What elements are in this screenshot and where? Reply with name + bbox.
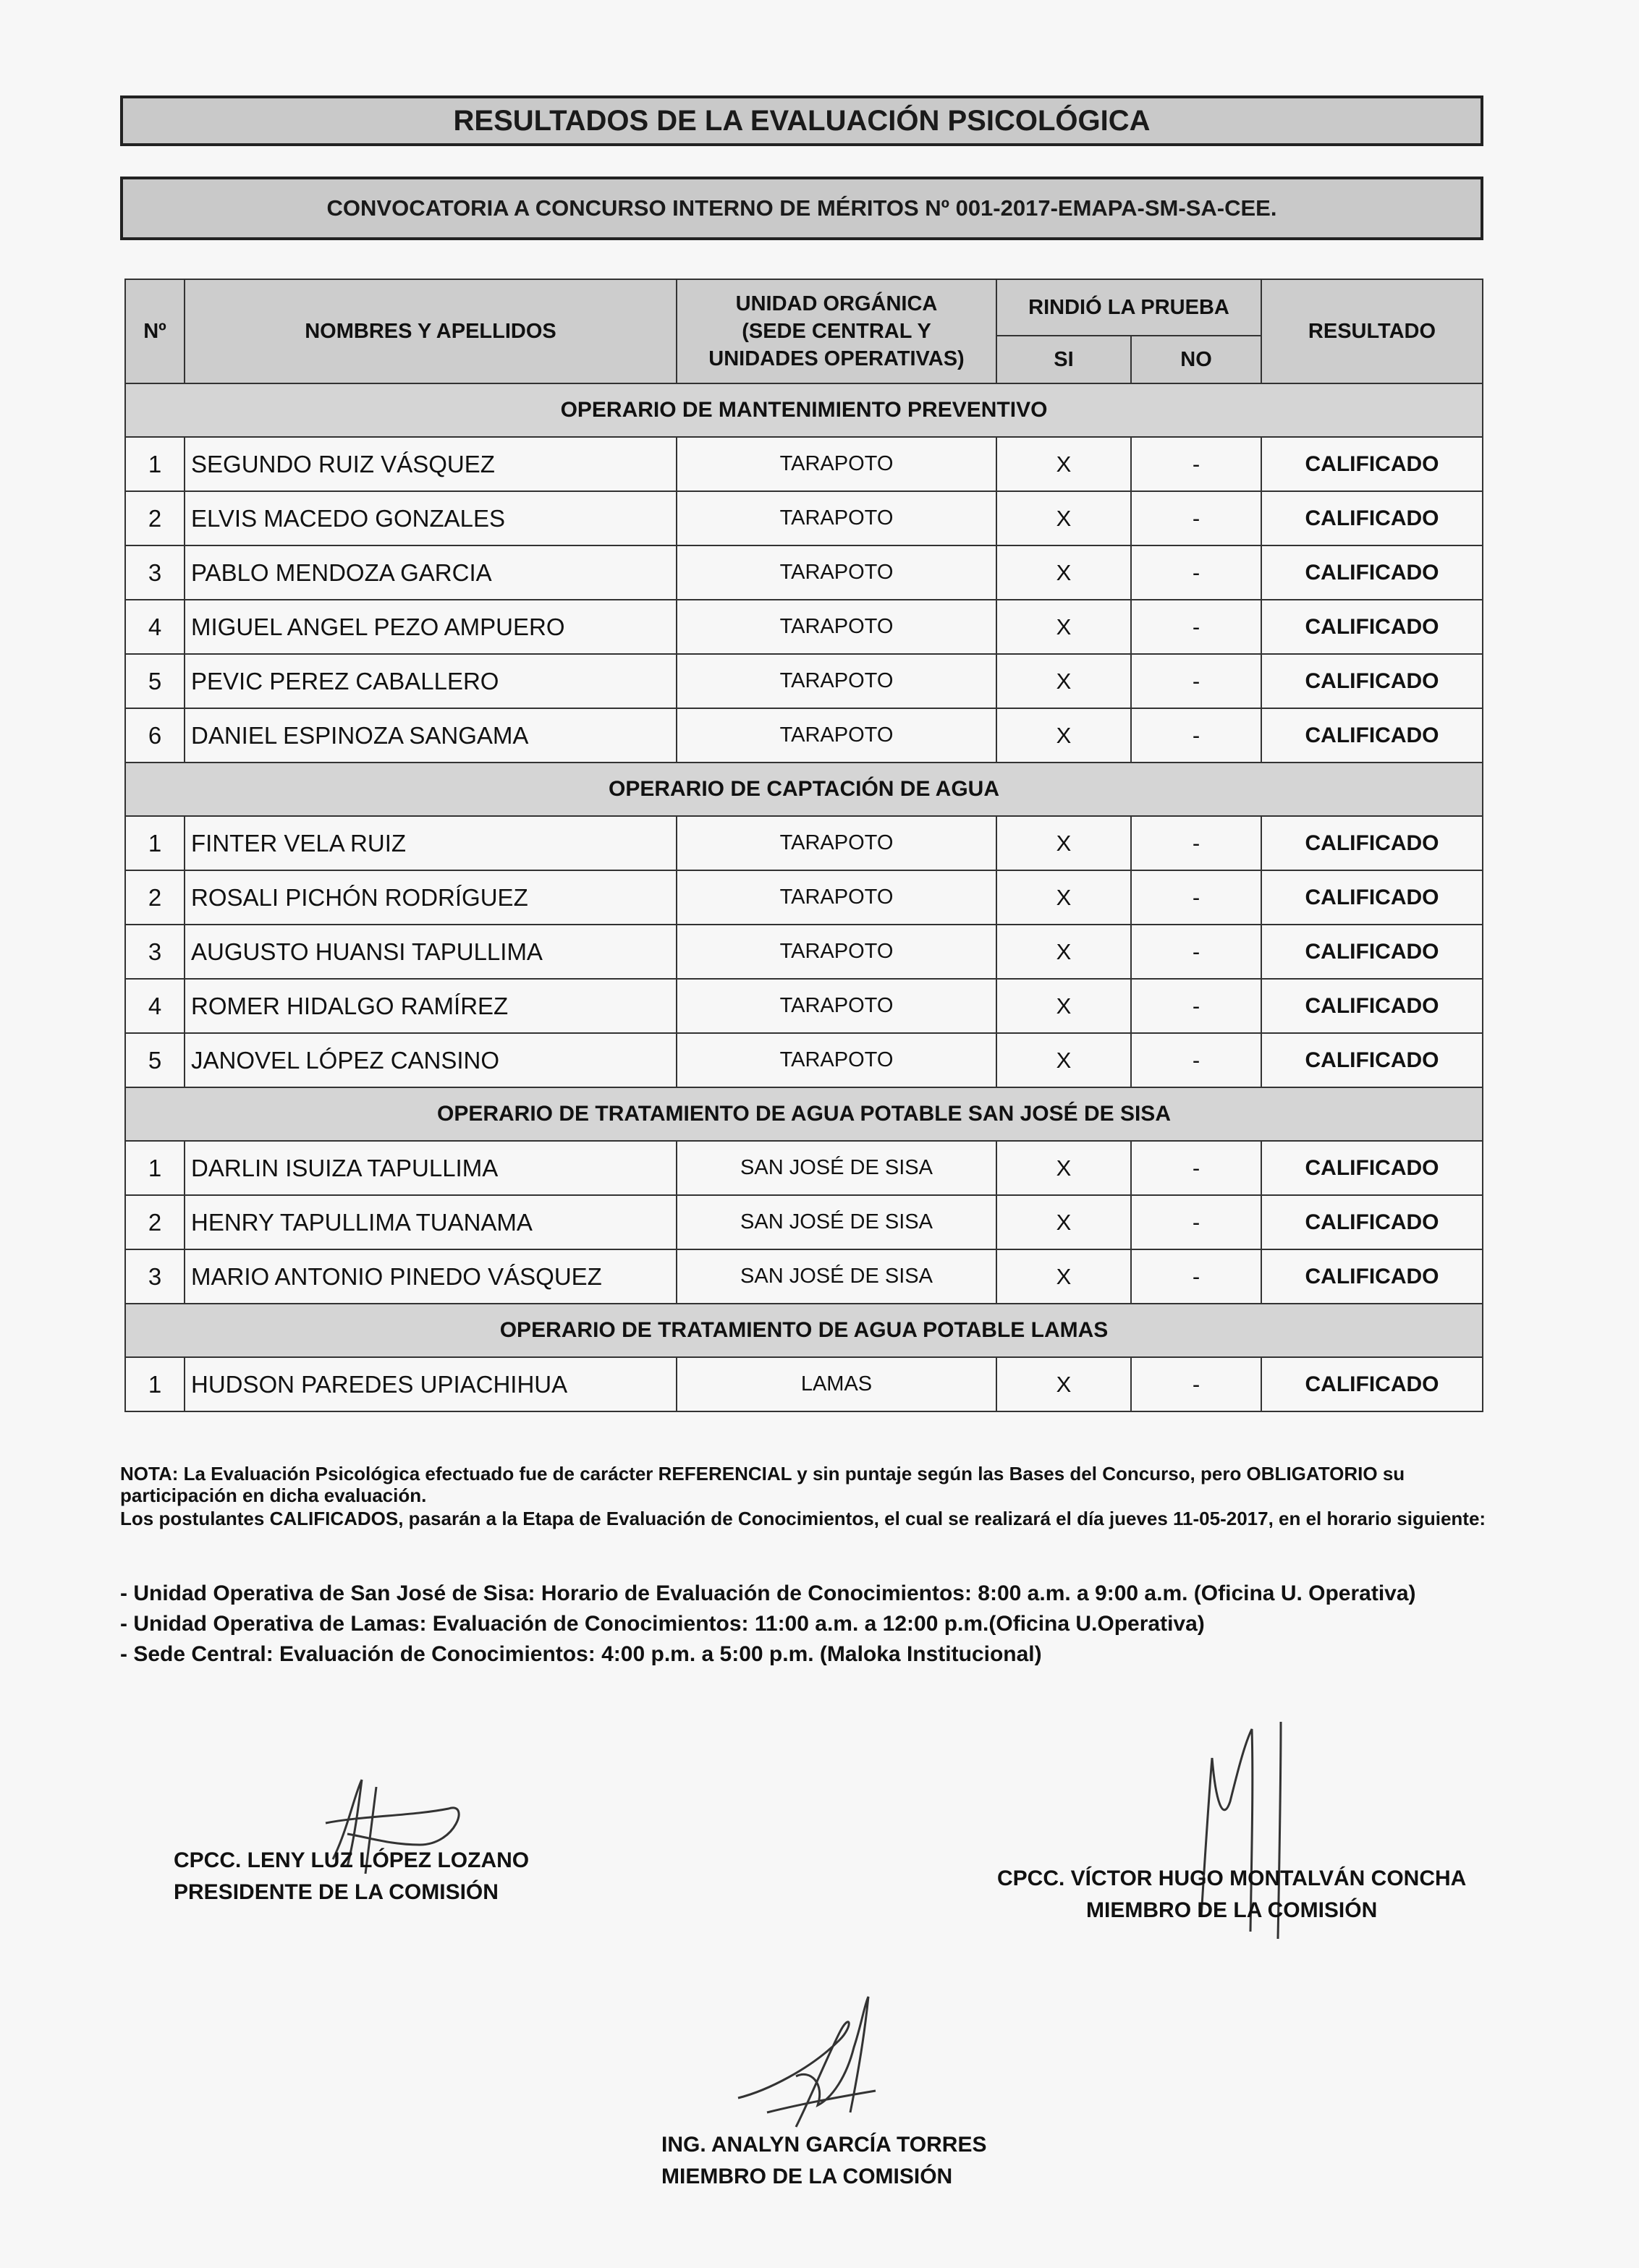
row-number: 1 (125, 1357, 185, 1411)
table-row (125, 1195, 1483, 1249)
test-no-mark: - (1131, 600, 1261, 654)
header-num: Nº (125, 279, 185, 383)
result-status: CALIFICADO (1261, 708, 1483, 763)
candidate-name: JANOVEL LÓPEZ CANSINO (185, 1033, 677, 1087)
signer-role: MIEMBRO DE LA COMISIÓN (661, 2165, 953, 2188)
table-row (125, 1141, 1483, 1195)
group-header-row (125, 763, 1483, 816)
results-table (124, 279, 1483, 1412)
table-row (125, 600, 1483, 654)
candidate-name: DANIEL ESPINOZA SANGAMA (185, 708, 677, 763)
row-number: 1 (125, 1141, 185, 1195)
result-status: CALIFICADO (1261, 979, 1483, 1033)
group-header-row (125, 1304, 1483, 1357)
test-si-mark: X (996, 1033, 1131, 1087)
header-result: RESULTADO (1261, 279, 1483, 383)
candidate-name: AUGUSTO HUANSI TAPULLIMA (185, 925, 677, 979)
result-status: CALIFICADO (1261, 1357, 1483, 1411)
result-status: CALIFICADO (1261, 816, 1483, 870)
result-status: CALIFICADO (1261, 545, 1483, 600)
row-number: 2 (125, 1195, 185, 1249)
signature-block-member-victor (997, 1863, 1466, 1927)
test-si-mark: X (996, 708, 1131, 763)
row-number: 5 (125, 654, 185, 708)
test-si-mark: X (996, 979, 1131, 1033)
test-si-mark: X (996, 1195, 1131, 1249)
test-no-mark: - (1131, 545, 1261, 600)
signer-name: ING. ANALYN GARCÍA TORRES (661, 2133, 987, 2157)
organic-unit: TARAPOTO (677, 816, 996, 870)
signature-block-president (174, 1845, 529, 1908)
organic-unit: TARAPOTO (677, 545, 996, 600)
header-no: NO (1131, 336, 1261, 383)
result-status: CALIFICADO (1261, 1195, 1483, 1249)
result-status: CALIFICADO (1261, 870, 1483, 925)
table-row (125, 870, 1483, 925)
test-no-mark: - (1131, 491, 1261, 545)
organic-unit: TARAPOTO (677, 654, 996, 708)
organic-unit: TARAPOTO (677, 437, 996, 491)
result-status: CALIFICADO (1261, 1033, 1483, 1087)
header-unit (677, 279, 996, 383)
organic-unit: TARAPOTO (677, 708, 996, 763)
table-body (125, 383, 1483, 1411)
table-row (125, 816, 1483, 870)
row-number: 3 (125, 545, 185, 600)
test-no-mark: - (1131, 870, 1261, 925)
table-row (125, 708, 1483, 763)
table-row (125, 545, 1483, 600)
header-si: SI (996, 336, 1131, 383)
group-header-row (125, 383, 1483, 437)
test-no-mark: - (1131, 816, 1261, 870)
candidate-name: ELVIS MACEDO GONZALES (185, 491, 677, 545)
header-test: RINDIÓ LA PRUEBA (996, 279, 1261, 336)
document-subtitle: CONVOCATORIA A CONCURSO INTERNO DE MÉRITOS Nº 001-2017-EMAPA-SM-SA-CEE. (120, 177, 1483, 240)
row-number: 3 (125, 925, 185, 979)
test-no-mark: - (1131, 437, 1261, 491)
candidate-name: HENRY TAPULLIMA TUANAMA (185, 1195, 677, 1249)
test-no-mark: - (1131, 979, 1261, 1033)
test-si-mark: X (996, 816, 1131, 870)
result-status: CALIFICADO (1261, 925, 1483, 979)
row-number: 1 (125, 437, 185, 491)
result-status: CALIFICADO (1261, 1141, 1483, 1195)
candidate-name: ROSALI PICHÓN RODRÍGUEZ (185, 870, 677, 925)
organic-unit: TARAPOTO (677, 979, 996, 1033)
candidate-name: ROMER HIDALGO RAMÍREZ (185, 979, 677, 1033)
schedule-item: - Sede Central: Evaluación de Conocimientos: 4:00 p.m. a 5:00 p.m. (Maloka Institucional) (120, 1642, 1042, 1666)
row-number: 5 (125, 1033, 185, 1087)
test-no-mark: - (1131, 708, 1261, 763)
test-si-mark: X (996, 600, 1131, 654)
test-no-mark: - (1131, 1357, 1261, 1411)
table-row (125, 1249, 1483, 1304)
test-si-mark: X (996, 437, 1131, 491)
signer-role: PRESIDENTE DE LA COMISIÓN (174, 1880, 499, 1904)
organic-unit: TARAPOTO (677, 600, 996, 654)
organic-unit: TARAPOTO (677, 870, 996, 925)
candidate-name: MARIO ANTONIO PINEDO VÁSQUEZ (185, 1249, 677, 1304)
result-status: CALIFICADO (1261, 600, 1483, 654)
signature-member-analyn (724, 1989, 912, 2134)
test-no-mark: - (1131, 1249, 1261, 1304)
table-row (125, 979, 1483, 1033)
test-si-mark: X (996, 1141, 1131, 1195)
row-number: 6 (125, 708, 185, 763)
table-row (125, 1357, 1483, 1411)
test-si-mark: X (996, 654, 1131, 708)
candidate-name: HUDSON PAREDES UPIACHIHUA (185, 1357, 677, 1411)
group-header-row (125, 1087, 1483, 1141)
result-status: CALIFICADO (1261, 437, 1483, 491)
table-row (125, 491, 1483, 545)
table-row (125, 654, 1483, 708)
test-no-mark: - (1131, 925, 1261, 979)
test-si-mark: X (996, 870, 1131, 925)
row-number: 2 (125, 491, 185, 545)
group-title: OPERARIO DE MANTENIMIENTO PREVENTIVO (125, 383, 1483, 437)
group-title: OPERARIO DE TRATAMIENTO DE AGUA POTABLE LAMAS (125, 1304, 1483, 1357)
row-number: 4 (125, 600, 185, 654)
organic-unit: SAN JOSÉ DE SISA (677, 1141, 996, 1195)
document-title: RESULTADOS DE LA EVALUACIÓN PSICOLÓGICA (120, 95, 1483, 146)
header-unit-line1: UNIDAD ORGÁNICA (735, 292, 938, 315)
candidate-name: SEGUNDO RUIZ VÁSQUEZ (185, 437, 677, 491)
candidate-name: FINTER VELA RUIZ (185, 816, 677, 870)
result-status: CALIFICADO (1261, 654, 1483, 708)
test-si-mark: X (996, 1357, 1131, 1411)
header-unit-line2: (SEDE CENTRAL Y (742, 320, 931, 343)
group-title: OPERARIO DE CAPTACIÓN DE AGUA (125, 763, 1483, 816)
signer-name: CPCC. LENY LUZ LÓPEZ LOZANO (174, 1848, 530, 1872)
organic-unit: LAMAS (677, 1357, 996, 1411)
organic-unit: SAN JOSÉ DE SISA (677, 1249, 996, 1304)
test-si-mark: X (996, 925, 1131, 979)
row-number: 1 (125, 816, 185, 870)
row-number: 4 (125, 979, 185, 1033)
candidate-name: PEVIC PEREZ CABALLERO (185, 654, 677, 708)
organic-unit: TARAPOTO (677, 1033, 996, 1087)
signer-role: MIEMBRO DE LA COMISIÓN (1086, 1898, 1378, 1922)
signature-block-member-analyn (661, 2129, 987, 2193)
organic-unit: TARAPOTO (677, 491, 996, 545)
test-no-mark: - (1131, 1195, 1261, 1249)
row-number: 2 (125, 870, 185, 925)
note-calificados: Los postulantes CALIFICADOS, pasarán a la Etapa de Evaluación de Conocimientos, el cual se realizará el día jueves 11-05-2017, en el horario siguiente: (120, 1508, 1486, 1529)
organic-unit: SAN JOSÉ DE SISA (677, 1195, 996, 1249)
table-row (125, 925, 1483, 979)
row-number: 3 (125, 1249, 185, 1304)
signer-name: CPCC. VÍCTOR HUGO MONTALVÁN CONCHA (997, 1866, 1467, 1890)
candidate-name: MIGUEL ANGEL PEZO AMPUERO (185, 600, 677, 654)
note-block (120, 1463, 1524, 1531)
note-referencial: NOTA: La Evaluación Psicológica efectuado fue de carácter REFERENCIAL y sin puntaje según las Bases del Concurso, pero OBLIGATORIO su participación en dicha evaluación. (120, 1463, 1405, 1506)
test-si-mark: X (996, 1249, 1131, 1304)
table-row (125, 1033, 1483, 1087)
group-title: OPERARIO DE TRATAMIENTO DE AGUA POTABLE SAN JOSÉ DE SISA (125, 1087, 1483, 1141)
result-status: CALIFICADO (1261, 1249, 1483, 1304)
result-status: CALIFICADO (1261, 491, 1483, 545)
schedule-list (120, 1579, 1524, 1670)
test-no-mark: - (1131, 1141, 1261, 1195)
organic-unit: TARAPOTO (677, 925, 996, 979)
test-si-mark: X (996, 545, 1131, 600)
schedule-item: - Unidad Operativa de Lamas: Evaluación de Conocimientos: 11:00 a.m. a 12:00 p.m.(Oficina U.Operativa) (120, 1612, 1205, 1636)
table-row (125, 437, 1483, 491)
test-si-mark: X (996, 491, 1131, 545)
test-no-mark: - (1131, 1033, 1261, 1087)
header-unit-line3: UNIDADES OPERATIVAS) (708, 347, 965, 370)
candidate-name: PABLO MENDOZA GARCIA (185, 545, 677, 600)
schedule-item: - Unidad Operativa de San José de Sisa: Horario de Evaluación de Conocimientos: 8:00 a.m. a 9:00 a.m. (Oficina U. Operativa) (120, 1581, 1416, 1605)
test-no-mark: - (1131, 654, 1261, 708)
header-name: NOMBRES Y APELLIDOS (185, 279, 677, 383)
candidate-name: DARLIN ISUIZA TAPULLIMA (185, 1141, 677, 1195)
